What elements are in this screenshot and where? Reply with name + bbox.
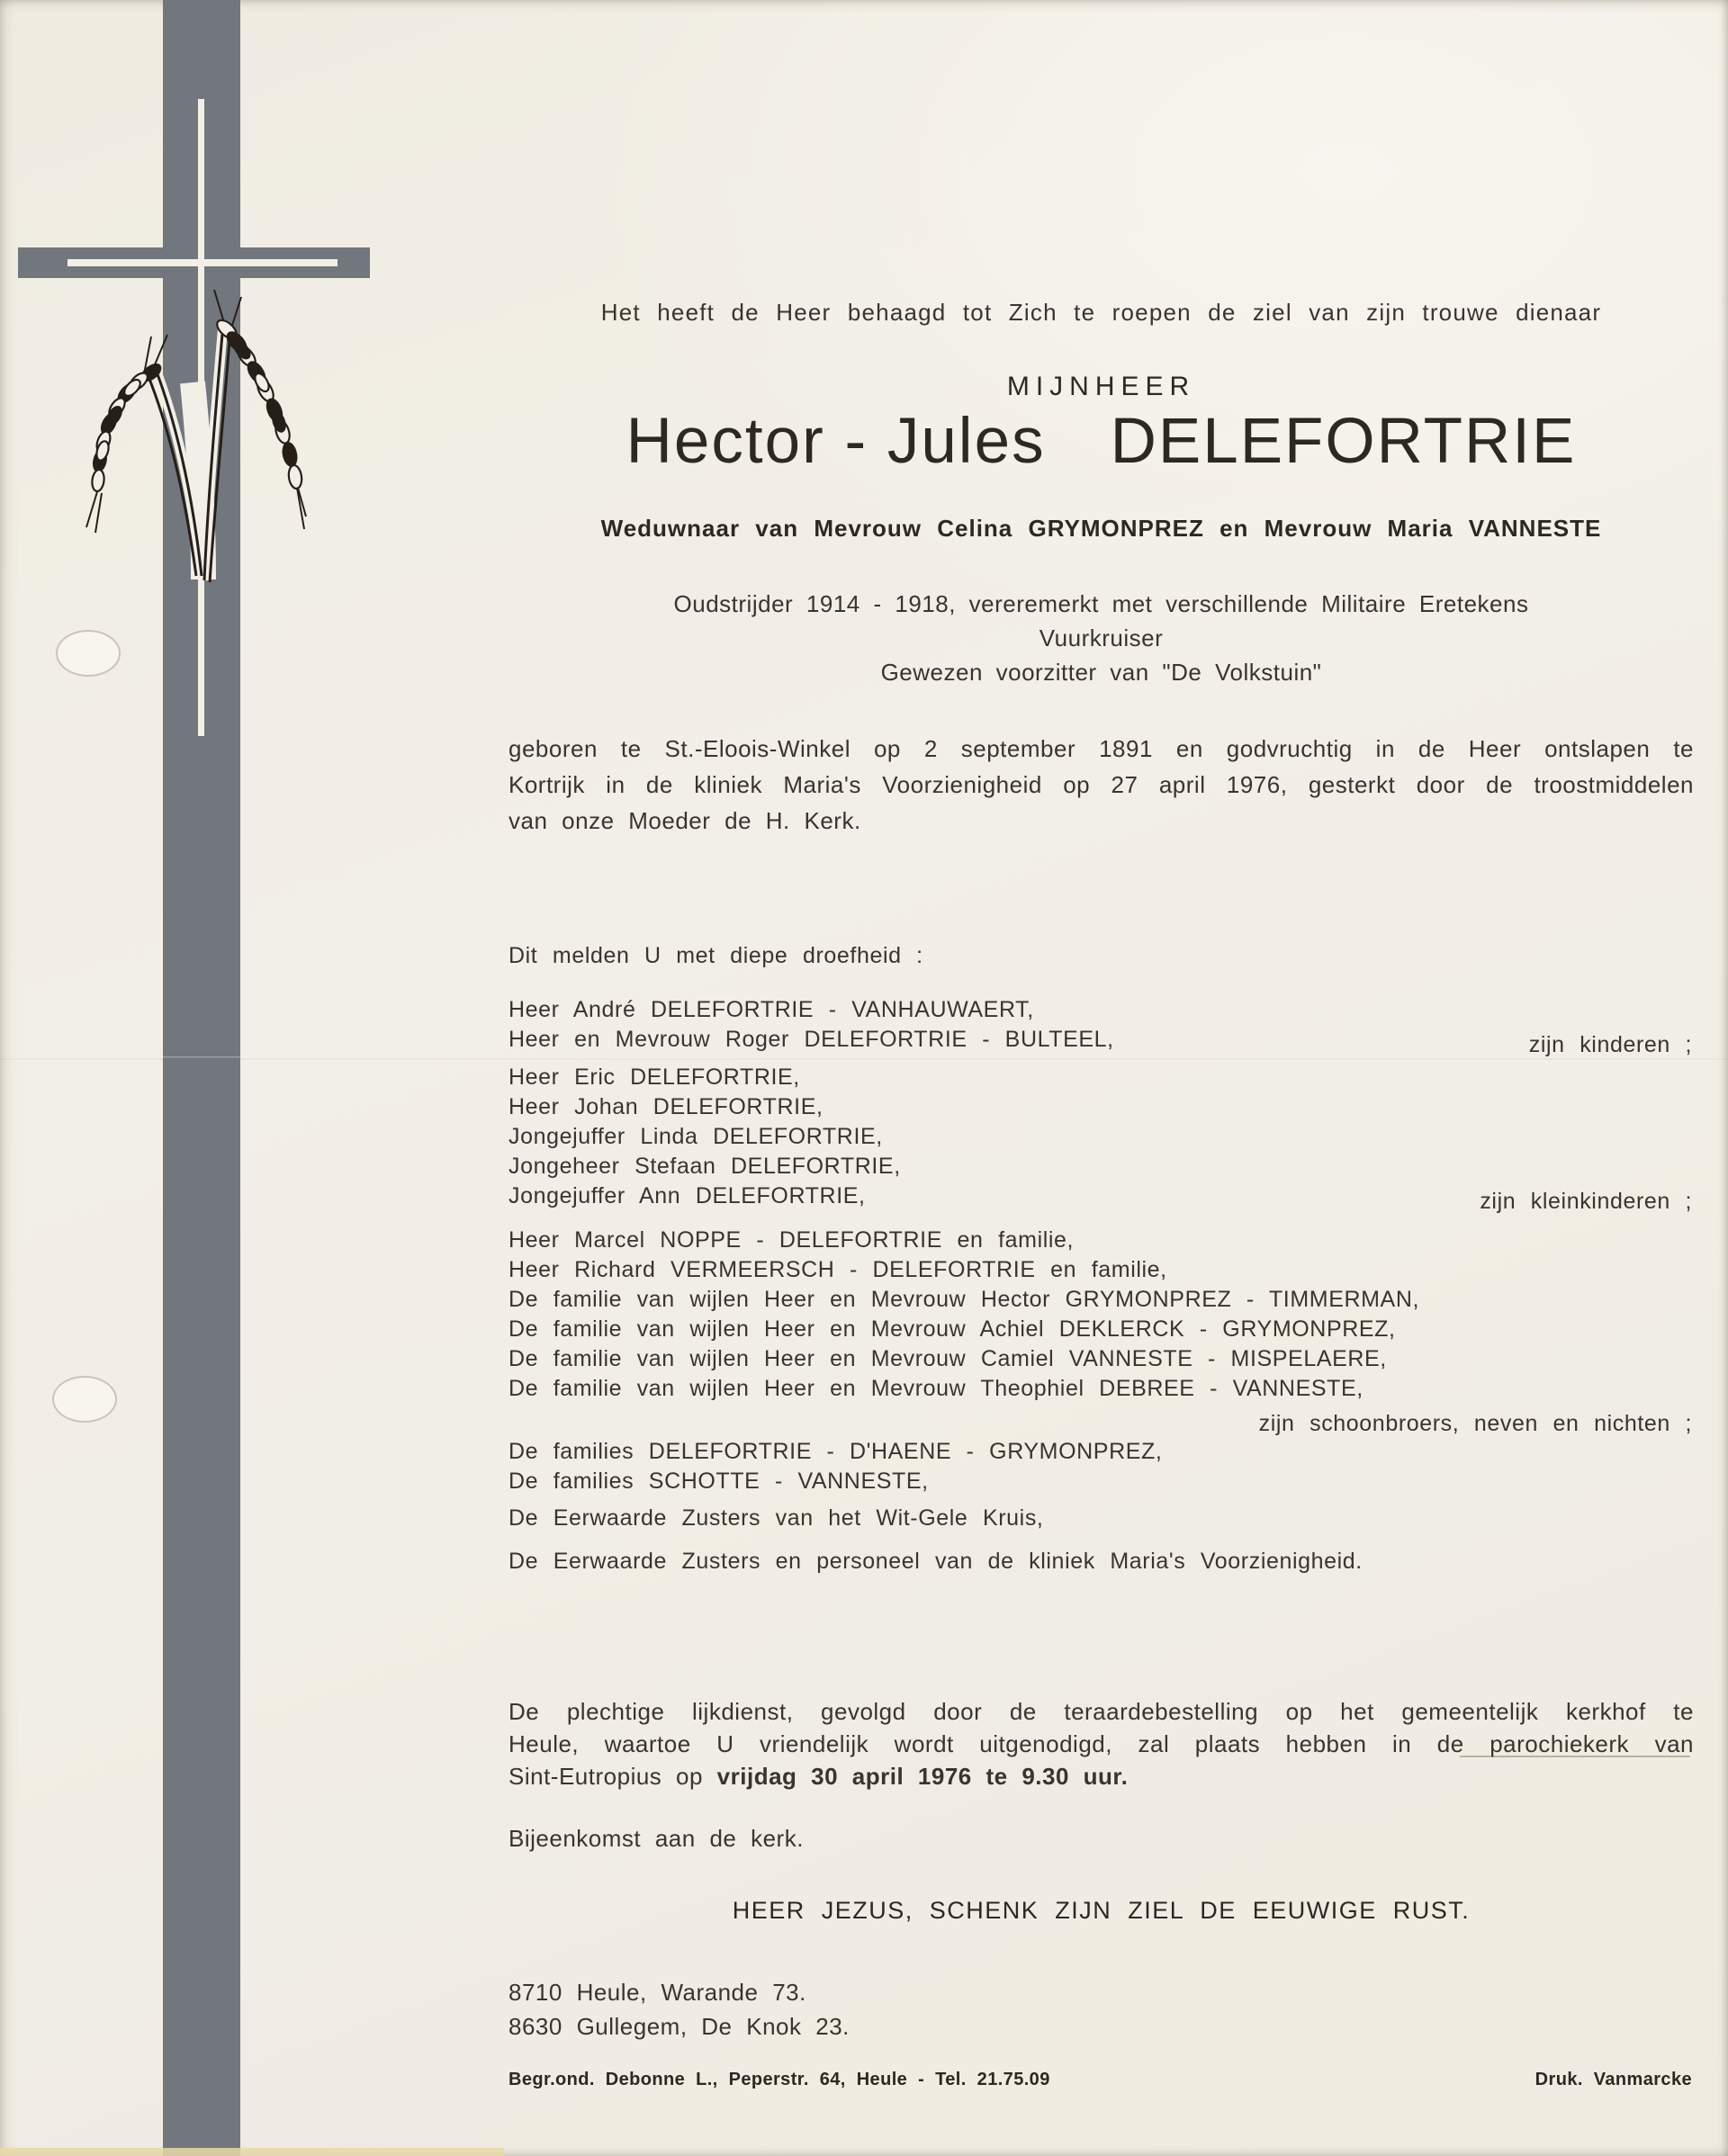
mourner-name: Jongejuffer Ann DELEFORTRIE, — [508, 1183, 866, 1208]
widower-line: Weduwnaar van Mevrouw Celina GRYMONPREZ en Mevrouw Maria VANNESTE — [600, 515, 1602, 542]
gathering-line: Bijeenkomst aan de kerk. — [508, 1825, 804, 1852]
honor-line: Vuurkruiser — [1039, 624, 1164, 651]
mourner-row — [508, 1404, 1694, 1436]
mourner-row — [508, 1255, 1694, 1285]
printer-credit: Druk. Vanmarcke — [1534, 2070, 1692, 2089]
mourner-name: De familie van wijlen Heer en Mevrouw Hector GRYMONPREZ - TIMMERMAN, — [508, 1287, 1420, 1312]
funeral-date-prefix: Sint-Eutropius op — [508, 1763, 717, 1790]
mourner-name: De familie van wijlen Heer en Mevrouw Theophiel DEBREE - VANNESTE, — [508, 1376, 1364, 1401]
mourner-row — [508, 1285, 1694, 1315]
prayer-line: HEER JEZUS, SCHENK ZIJN ZIEL DE EEUWIGE RUST. — [732, 1897, 1471, 1924]
mourner-name: De families SCHOTTE - VANNESTE, — [508, 1469, 929, 1494]
mourner-row — [508, 1152, 1694, 1181]
mourner-name: De familie van wijlen Heer en Mevrouw Achiel DEKLERCK - GRYMONPREZ, — [508, 1316, 1396, 1342]
funeral-date: vrijdag 30 april 1976 te 9.30 uur. — [716, 1763, 1129, 1790]
mourner-name: De families DELEFORTRIE - D'HAENE - GRYMONPREZ, — [508, 1439, 1163, 1464]
paragraph-line: Kortrijk in de kliniek Maria's Voorzienigheid op 27 april 1976, gesterkt door de troostmiddelen — [508, 771, 1694, 798]
mourner-row — [508, 1226, 1694, 1255]
honors-block — [508, 587, 1694, 689]
paragraph-line: geboren te St.-Eloois-Winkel op 2 september 1891 en godvruchtig in de Heer ontslapen te — [508, 735, 1694, 762]
undertaker-credit: Begr.ond. Debonne L., Peperstr. 64, Heule - Tel. 21.75.09 — [508, 2070, 1050, 2089]
mourner-row — [508, 1467, 1694, 1496]
mourner-row — [508, 1025, 1694, 1055]
mourner-name: Jongeheer Stefaan DELEFORTRIE, — [508, 1154, 901, 1179]
paragraph-line: De plechtige lijkdienst, gevolgd door de teraardebestelling op het gemeentelijk kerkhof te — [508, 1698, 1694, 1725]
mourner-name: De Eerwaarde Zusters en personeel van de kliniek Maria's Voorzienigheid. — [508, 1549, 1363, 1574]
intro-line: Het heeft de Heer behaagd tot Zich te roepen de ziel van zijn trouwe dienaar — [600, 299, 1602, 326]
paragraph-line: Heule, waartoe U vriendelijk wordt uitgenodigd, zal plaats hebben in de parochiekerk van — [508, 1730, 1694, 1757]
punch-hole — [56, 630, 121, 677]
birth-death-paragraph — [508, 731, 1694, 839]
mourner-name: Heer Marcel NOPPE - DELEFORTRIE en familie, — [508, 1227, 1075, 1253]
thin-cross-horizontal-line — [68, 259, 338, 266]
deceased-name — [508, 406, 1694, 477]
relationship-label: zijn kinderen ; — [1528, 1032, 1692, 1057]
mourner-row — [508, 1181, 1694, 1214]
paragraph-line — [508, 1760, 1694, 1792]
mourner-row — [508, 1374, 1694, 1404]
announcement-intro: Dit melden U met diepe droefheid : — [508, 943, 923, 968]
mourner-row — [508, 995, 1694, 1025]
mourner-name: De Eerwaarde Zusters van het Wit-Gele Kruis, — [508, 1505, 1044, 1531]
salutation: MIJNHEER — [1006, 372, 1196, 401]
mourner-name: De familie van wijlen Heer en Mevrouw Camiel VANNESTE - MISPELAERE, — [508, 1346, 1387, 1371]
mourner-row — [508, 1122, 1694, 1152]
address-line: 8710 Heule, Warande 73. — [508, 1979, 806, 2006]
mourner-row — [508, 1437, 1694, 1467]
mourner-row — [508, 1315, 1694, 1344]
mourner-name: Heer Richard VERMEERSCH - DELEFORTRIE en familie, — [508, 1257, 1167, 1282]
footer — [508, 2070, 1694, 2090]
mourner-name: Heer Eric DELEFORTRIE, — [508, 1065, 800, 1090]
mourner-row — [508, 1344, 1694, 1374]
addresses-block — [508, 1975, 1694, 2044]
mourner-name: Heer Johan DELEFORTRIE, — [508, 1094, 824, 1119]
deceased-last-name: DELEFORTRIE — [1110, 406, 1577, 477]
mourner-name: Heer André DELEFORTRIE - VANHAUWAERT, — [508, 997, 1034, 1022]
mourner-name: Heer en Mevrouw Roger DELEFORTRIE - BULTEEL, — [508, 1027, 1114, 1052]
deceased-first-name: Hector - Jules — [626, 406, 1046, 477]
wheat-ears-illustration — [54, 270, 342, 612]
mourner-row — [508, 1092, 1694, 1122]
paragraph-line: van onze Moeder de H. Kerk. — [508, 807, 861, 834]
mourner-name: Jongejuffer Linda DELEFORTRIE, — [508, 1124, 883, 1149]
mourners-list — [508, 995, 1694, 1577]
honor-line: Oudstrijder 1914 - 1918, vereremerkt met verschillende Militaire Eretekens — [673, 590, 1529, 617]
relationship-label: zijn kleinkinderen ; — [1480, 1189, 1692, 1214]
mourner-row — [508, 1063, 1694, 1092]
honor-line: Gewezen voorzitter van "De Volkstuin" — [880, 659, 1322, 686]
mourner-row — [508, 1504, 1694, 1533]
relationship-label: zijn schoonbroers, neven en nichten ; — [1258, 1411, 1692, 1436]
funeral-paragraph — [508, 1695, 1694, 1792]
punch-hole — [52, 1376, 117, 1423]
mourner-row — [508, 1547, 1694, 1577]
page-edge-strip — [0, 2148, 504, 2156]
address-line: 8630 Gullegem, De Knok 23. — [508, 2013, 850, 2040]
